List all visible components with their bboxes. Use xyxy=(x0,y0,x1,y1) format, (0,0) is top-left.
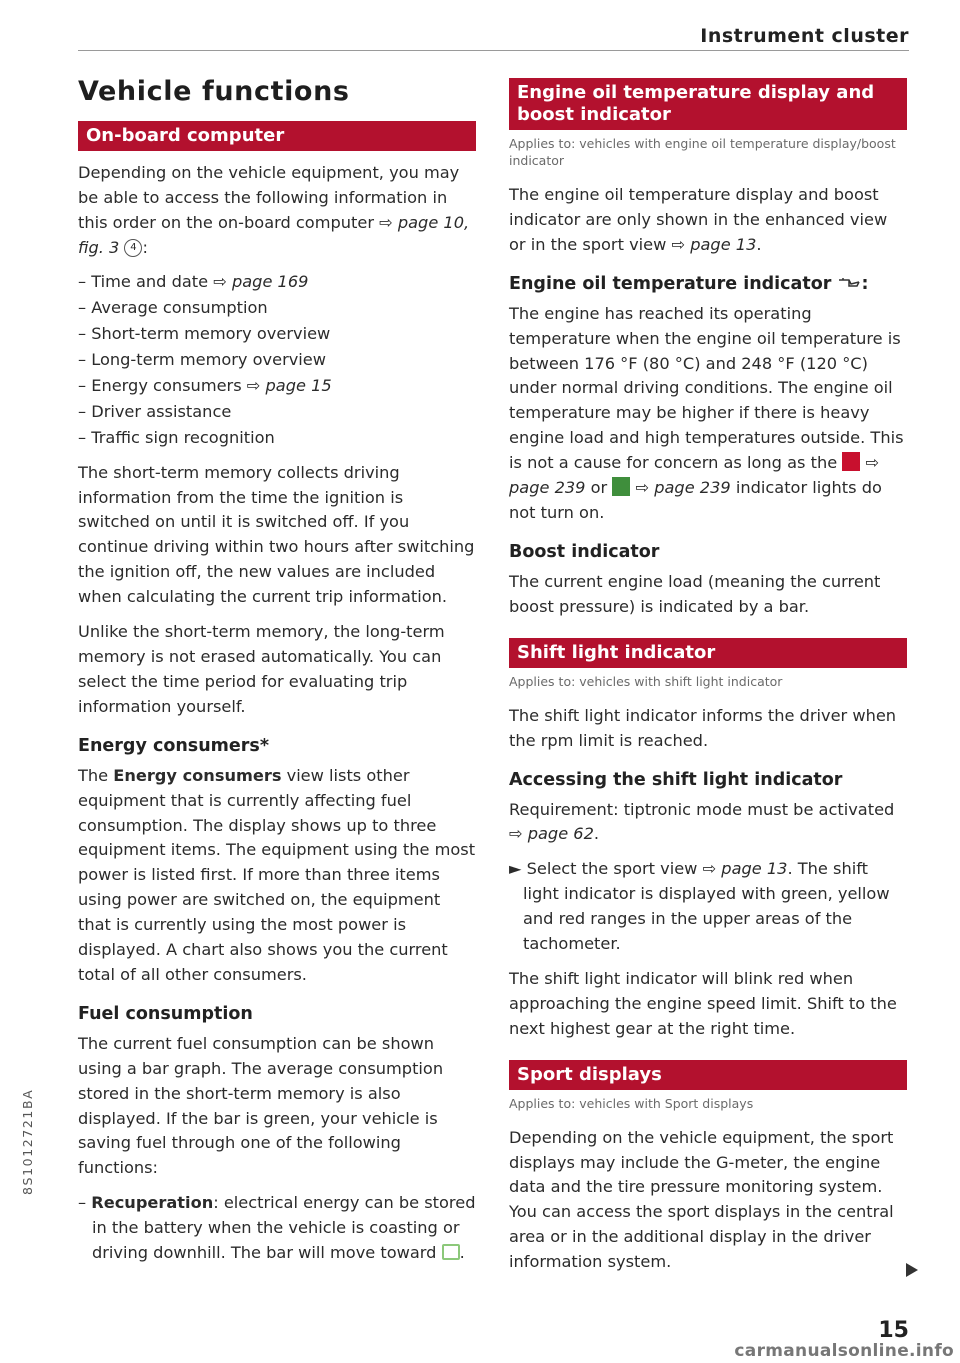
callout-number-icon: 4 xyxy=(124,239,142,257)
boost-paragraph: The current engine load (meaning the current boost pressure) is indicated by a bar. xyxy=(509,571,881,616)
section-bar-shift-light: Shift light indicator xyxy=(509,638,907,668)
document-code: 8S1012721BA xyxy=(20,1088,35,1195)
shift-paragraph: The shift light indicator informs the driver when the rpm limit is reached. xyxy=(509,705,897,750)
list-item: – Traffic sign recognition xyxy=(78,427,275,447)
obc-intro-text: Depending on the vehicle equipment, you may be able to access the following information in this order on the on-board computer ⇨ xyxy=(78,163,460,232)
oil-warning-yellow-icon xyxy=(612,477,630,496)
page-ref[interactable]: page 239 xyxy=(654,478,731,498)
section-bar-on-board-computer: On-board computer xyxy=(78,121,476,151)
left-column xyxy=(78,70,476,1266)
recuperation-bold: Recuperation xyxy=(91,1193,214,1213)
list-item: – Average consumption xyxy=(78,297,268,317)
list-item: – Time and date ⇨ page 169 xyxy=(78,271,309,291)
oil-intro-paragraph: The engine oil temperature display and boost indicator are only shown in the enhanced view or in the sport view ⇨ page 13. xyxy=(509,185,888,254)
obc-intro-paragraph: Depending on the vehicle equipment, you may be able to access the following information in this order on the on-board computer ⇨ page 10, fig. 3 4 : xyxy=(78,163,470,257)
oil-intro-page-ref[interactable]: page 13 xyxy=(690,234,757,254)
page-main-title: Vehicle functions xyxy=(78,76,350,107)
list-item: – Energy consumers ⇨ page 15 xyxy=(78,375,332,395)
fuel-consumption-paragraph: The current fuel consumption can be shown using a bar graph. The average consumption stored in the short-term memory is also displayed. If the bar is green, your vehicle is saving fuel through one of the following functions: xyxy=(78,1033,444,1178)
boost-heading: Boost indicator xyxy=(509,541,660,562)
energy-consumers-paragraph: The Energy consumers view lists other equipment that is currently affecting fuel consumption. The display shows up to three equipment items. The equipment using the most power is listed first. If more than three items using power are switched on, the equipment that is currently using the most power is displayed. A chart also shows you the current total of all other consumers. xyxy=(78,765,476,984)
energy-consumers-heading: Energy consumers* xyxy=(78,735,269,756)
list-item: – Short-term memory overview xyxy=(78,323,331,343)
oil-applies-note: Applies to: vehicles with engine oil temperature display/boost indicator xyxy=(509,136,896,168)
obc-info-list xyxy=(78,269,476,451)
sport-paragraph: Depending on the vehicle equipment, the sport displays may include the G-meter, the engine data and the tire pressure monitoring system. You can access the sport displays in the central area or in the additional display in the driver information system. xyxy=(509,1127,894,1272)
page-ref[interactable]: page 62 xyxy=(527,824,594,844)
oil-temperature-icon xyxy=(837,276,861,290)
shift-requirement: Requirement: tiptronic mode must be activated ⇨ page 62. xyxy=(509,799,895,844)
section-bar-sport-displays: Sport displays xyxy=(509,1060,907,1090)
battery-icon xyxy=(442,1244,460,1260)
shift-blink-paragraph: The shift light indicator will blink red when approaching the engine speed limit. Shift to the next highest gear at the right time. xyxy=(509,968,897,1038)
shift-applies-note: Applies to: vehicles with shift light indicator xyxy=(509,673,783,689)
right-column xyxy=(509,70,907,1275)
obc-intro-page-ref[interactable]: page 10, fig. 3 xyxy=(78,212,470,257)
continue-arrow-icon xyxy=(906,1263,918,1277)
page-ref[interactable]: page 239 xyxy=(509,478,586,498)
page-ref[interactable]: page 169 xyxy=(231,271,309,291)
list-item: – Driver assistance xyxy=(78,401,232,421)
shift-access-heading: Accessing the shift light indicator xyxy=(509,769,843,790)
shift-step: ► Select the sport view ⇨ page 13. The shift light indicator is displayed with green, yellow and red ranges in the upper areas of the tachometer. xyxy=(509,859,890,954)
sport-applies-note: Applies to: vehicles with Sport displays xyxy=(509,1095,754,1111)
page-ref[interactable]: page 15 xyxy=(265,375,332,395)
list-item: – Long-term memory overview xyxy=(78,349,326,369)
section-bar-oil-temperature: Engine oil temperature display and boost indicator xyxy=(509,78,907,130)
page-number: 15 xyxy=(878,1318,909,1343)
energy-consumers-bold: Energy consumers xyxy=(113,765,282,785)
long-term-memory-paragraph: Unlike the short-term memory, the long-term memory is not erased automatically. You can select the time period for evaluating trip information yourself. xyxy=(78,622,445,716)
watermark-text: carmanualsonline.info xyxy=(734,1341,954,1361)
page-ref[interactable]: page 13 xyxy=(721,859,788,879)
header-rule xyxy=(78,50,909,51)
short-term-memory-paragraph: The short-term memory collects driving information from the time the ignition is switched on until it is switched off. If you continue driving within two hours after switching the ignition off, the new values are included when calculating the current trip information. xyxy=(78,462,475,607)
recuperation-item: – Recuperation: electrical energy can be stored in the battery when the vehicle is coasting or driving downhill. The bar will move toward . xyxy=(78,1193,476,1263)
section-header-title: Instrument cluster xyxy=(700,25,909,47)
oil-temp-heading: Engine oil temperature indicator : xyxy=(509,273,869,294)
fuel-consumption-heading: Fuel consumption xyxy=(78,1003,253,1024)
oil-warning-red-icon xyxy=(842,452,860,471)
oil-temp-paragraph: The engine has reached its operating temperature when the engine oil temperature is between 176 °F (80 °C) and 248 °F (120 °C) under normal driving conditions. The engine oil temperature may be higher if there is heavy engine load and high temperatures outside. This is not a cause for concern as long as the ⇨ page 239 or ⇨ page 239 indicator lights do not turn on. xyxy=(509,303,904,522)
